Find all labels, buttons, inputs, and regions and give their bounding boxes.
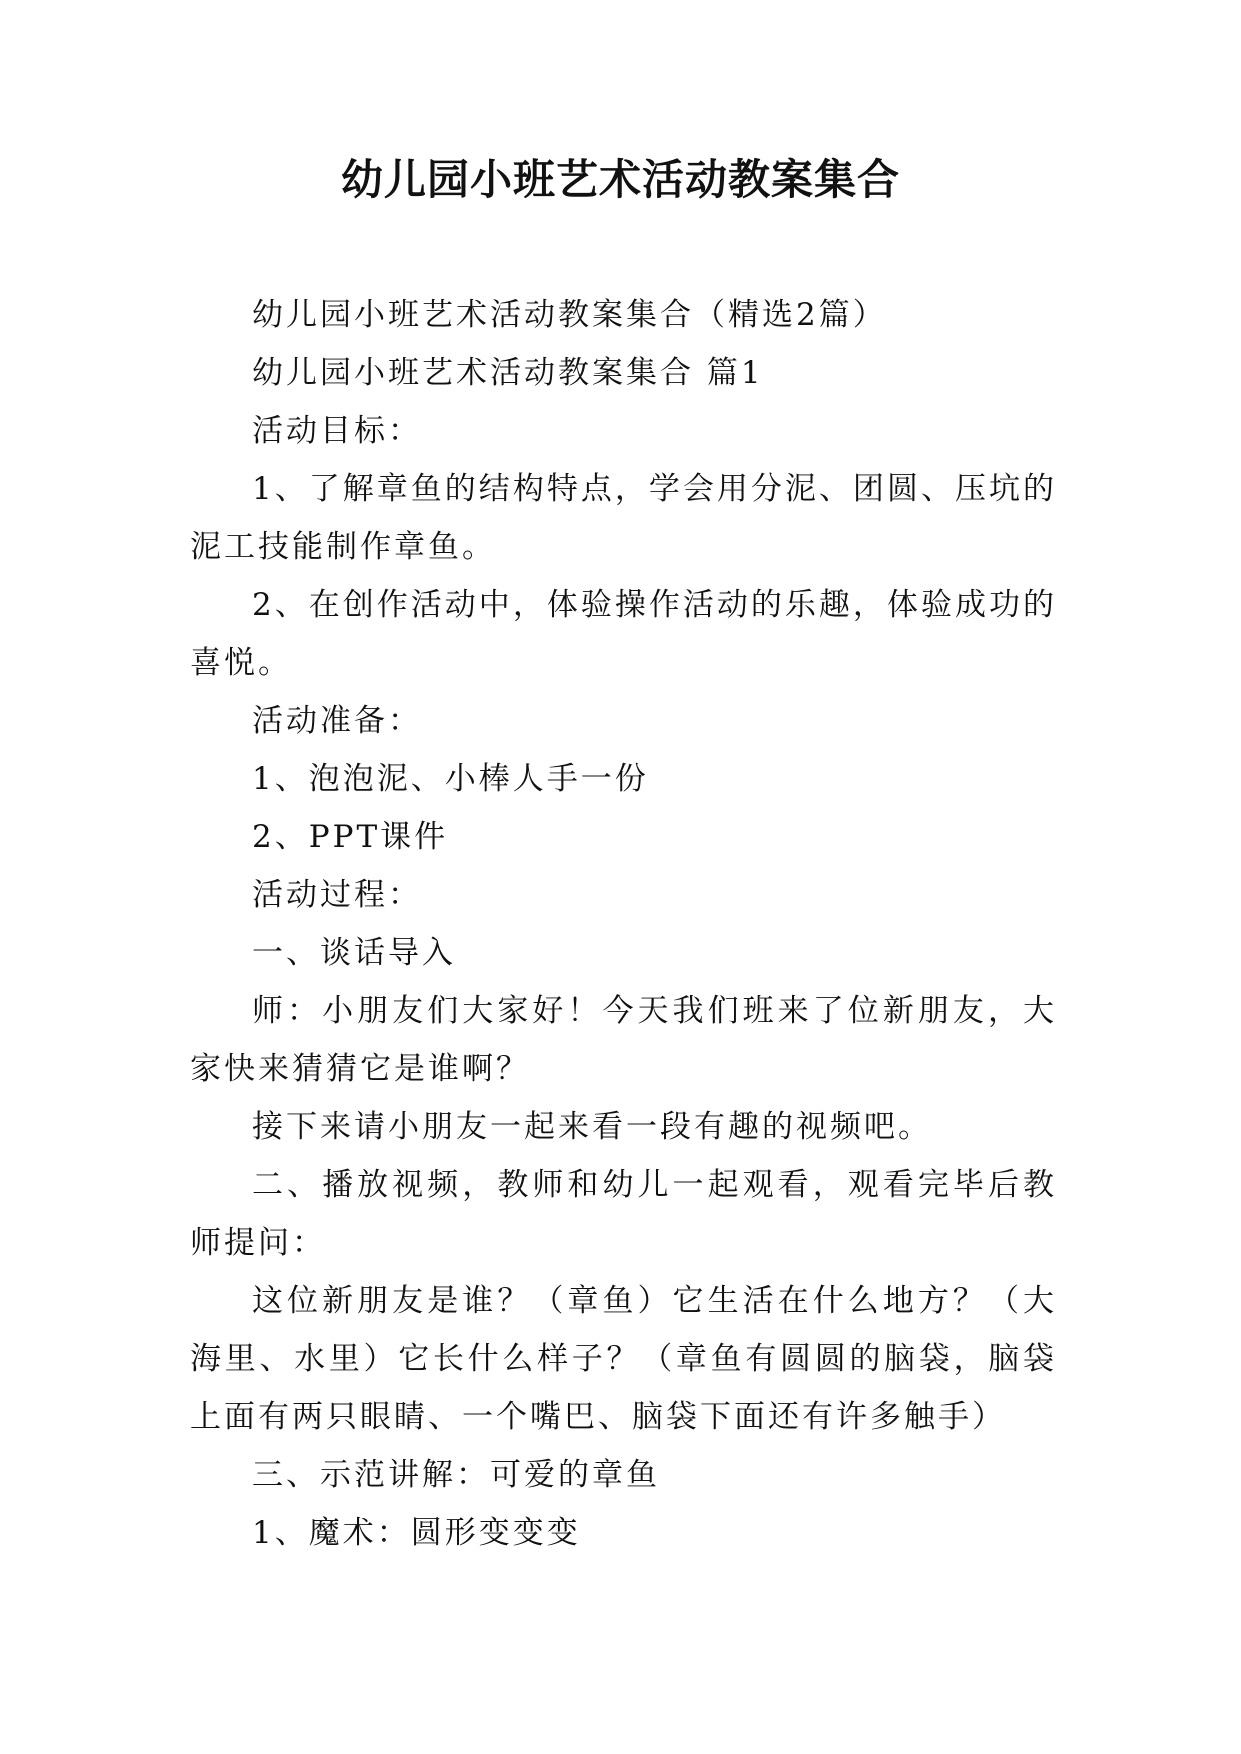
document-body — [190, 286, 1057, 1562]
paragraph-teacher-intro: 师：小朋友们大家好！今天我们班来了位新朋友，大家快来猜猜它是谁啊？ — [190, 993, 1057, 1087]
paragraph-step-2: 二、播放视频，教师和幼儿一起观看，观看完毕后教师提问： — [190, 1167, 1057, 1261]
paragraph-video-intro: 接下来请小朋友一起来看一段有趣的视频吧。 — [252, 1109, 932, 1145]
paragraph-subtitle: 幼儿园小班艺术活动教案集合（精选2篇） — [252, 297, 887, 333]
paragraph-questions: 这位新朋友是谁？（章鱼）它生活在什么地方？（大海里、水里）它长什么样子？（章鱼有圆圆的脑袋，脑袋上面有两只眼睛、一个嘴巴、脑袋下面还有许多触手） — [190, 1283, 1057, 1435]
paragraph-prep-heading: 活动准备： — [252, 703, 422, 739]
paragraph-step-3: 三、示范讲解：可爱的章鱼 — [252, 1457, 660, 1493]
paragraph-magic: 1、魔术：圆形变变变 — [252, 1515, 581, 1551]
paragraph-goal-1: 1、了解章鱼的结构特点，学会用分泥、团圆、压坑的泥工技能制作章鱼。 — [190, 471, 1057, 565]
paragraph-step-1: 一、谈话导入 — [252, 935, 456, 971]
paragraph-prep-2: 2、PPT课件 — [252, 819, 449, 855]
paragraph-section-heading: 幼儿园小班艺术活动教案集合 篇1 — [252, 355, 764, 391]
paragraph-goals-heading: 活动目标： — [252, 413, 422, 449]
paragraph-process-heading: 活动过程： — [252, 877, 422, 913]
paragraph-goal-2: 2、在创作活动中，体验操作活动的乐趣，体验成功的喜悦。 — [190, 587, 1057, 681]
paragraph-prep-1: 1、泡泡泥、小棒人手一份 — [252, 761, 649, 797]
document-title: 幼儿园小班艺术活动教案集合 — [340, 155, 900, 204]
